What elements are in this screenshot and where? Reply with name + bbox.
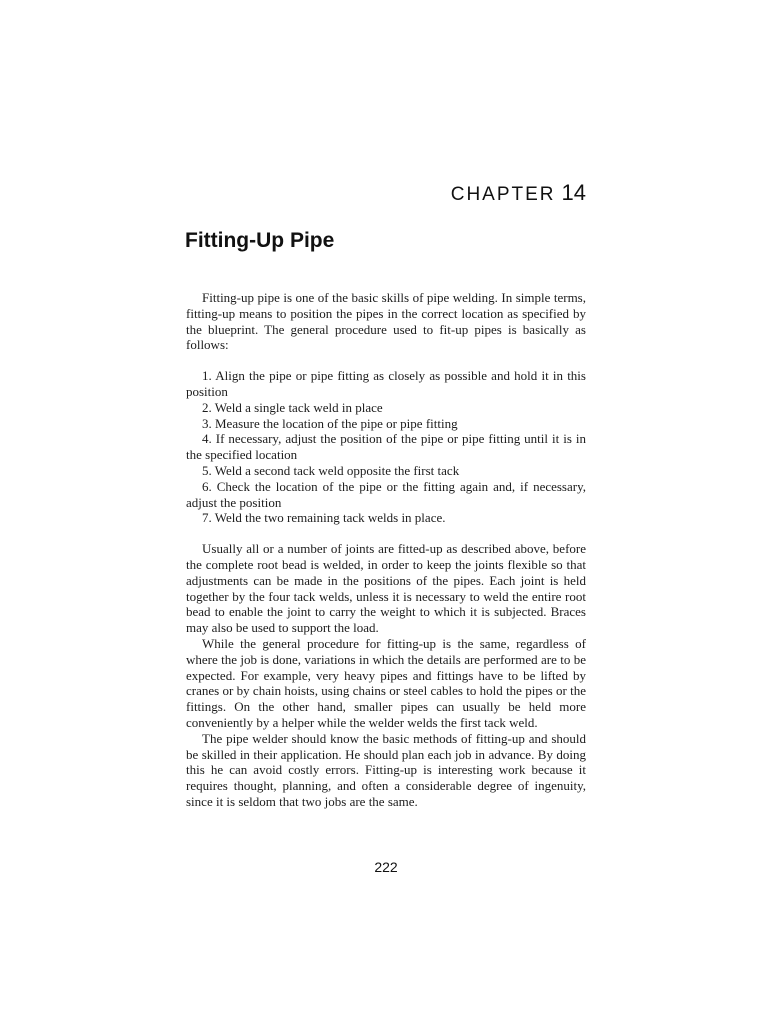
body-paragraph: The pipe welder should know the basic methods of fitting-up and should be skilled in their application. He should plan each job in advance. By doing this he can avoid costly errors. Fitting-up is interesting work because it requires thought, planning, and often a considerable degree of ingenuity, since it is seldom that two jobs are the same.: [186, 730, 586, 809]
chapter-number: 14: [561, 180, 586, 205]
step-text: Measure the location of the pipe or pipe fitting: [215, 415, 458, 431]
step-text: Align the pipe or pipe fitting as closely as possible and hold it in this position: [186, 368, 586, 399]
step-text: Weld the two remaining tack welds in place.: [214, 510, 446, 526]
step-number: 1.: [202, 368, 212, 384]
step-number: 2.: [202, 399, 212, 415]
body-paragraph: While the general procedure for fitting-up is the same, regardless of where the job is done, variations in which the details are performed are to be expected. For example, very heavy pipes and fittings have to be lifted by cranes or by chain hoists, using chains or steel cables to hold the pipes or the fittings. On the other hand, smaller pipes can usually be held more conveniently by a helper while the welder welds the first tack weld.: [186, 635, 586, 730]
procedure-step: [186, 463, 586, 479]
step-text: Check the location of the pipe or the fitting again and, if necessary, adjust the position: [186, 478, 586, 510]
intro-paragraph: Fitting-up pipe is one of the basic skills of pipe welding. In simple terms, fitting-up means to position the pipes in the correct location as specified by the blueprint. The general procedure used to fit-up pipes is basically as follows:: [186, 290, 586, 353]
step-text: Weld a second tack weld opposite the first tack: [214, 462, 460, 478]
page-title: Fitting-Up Pipe: [185, 229, 335, 252]
chapter-heading: [400, 180, 586, 206]
step-number: 5.: [202, 462, 212, 478]
step-number: 7.: [202, 510, 212, 526]
body-paragraph: Usually all or a number of joints are fitted-up as described above, before the complete root bead is welded, in order to keep the joints flexible so that adjustments can be made in the positions of the pipes. Each joint is held together by the four tack welds, unless it is necessary to weld the entire root bead to enable the joint to carry the weight to which it is subjected. Braces may also be used to support the load.: [186, 541, 586, 636]
step-number: 3.: [202, 415, 212, 431]
step-text: Weld a single tack weld in place: [214, 399, 383, 415]
procedure-step: [186, 368, 586, 400]
page-number: 222: [374, 859, 398, 875]
chapter-label: CHAPTER: [450, 184, 556, 205]
procedure-step: [186, 400, 586, 416]
procedure-step: [186, 479, 586, 511]
procedure-list: [186, 368, 586, 526]
body-text: [186, 290, 586, 810]
procedure-step: [186, 416, 586, 432]
step-text: If necessary, adjust the position of the pipe or pipe fitting until it is in the specified location: [186, 431, 587, 463]
step-number: 6.: [202, 478, 212, 494]
procedure-step: [186, 431, 586, 463]
procedure-step: [186, 510, 586, 526]
step-number: 4.: [202, 431, 212, 447]
